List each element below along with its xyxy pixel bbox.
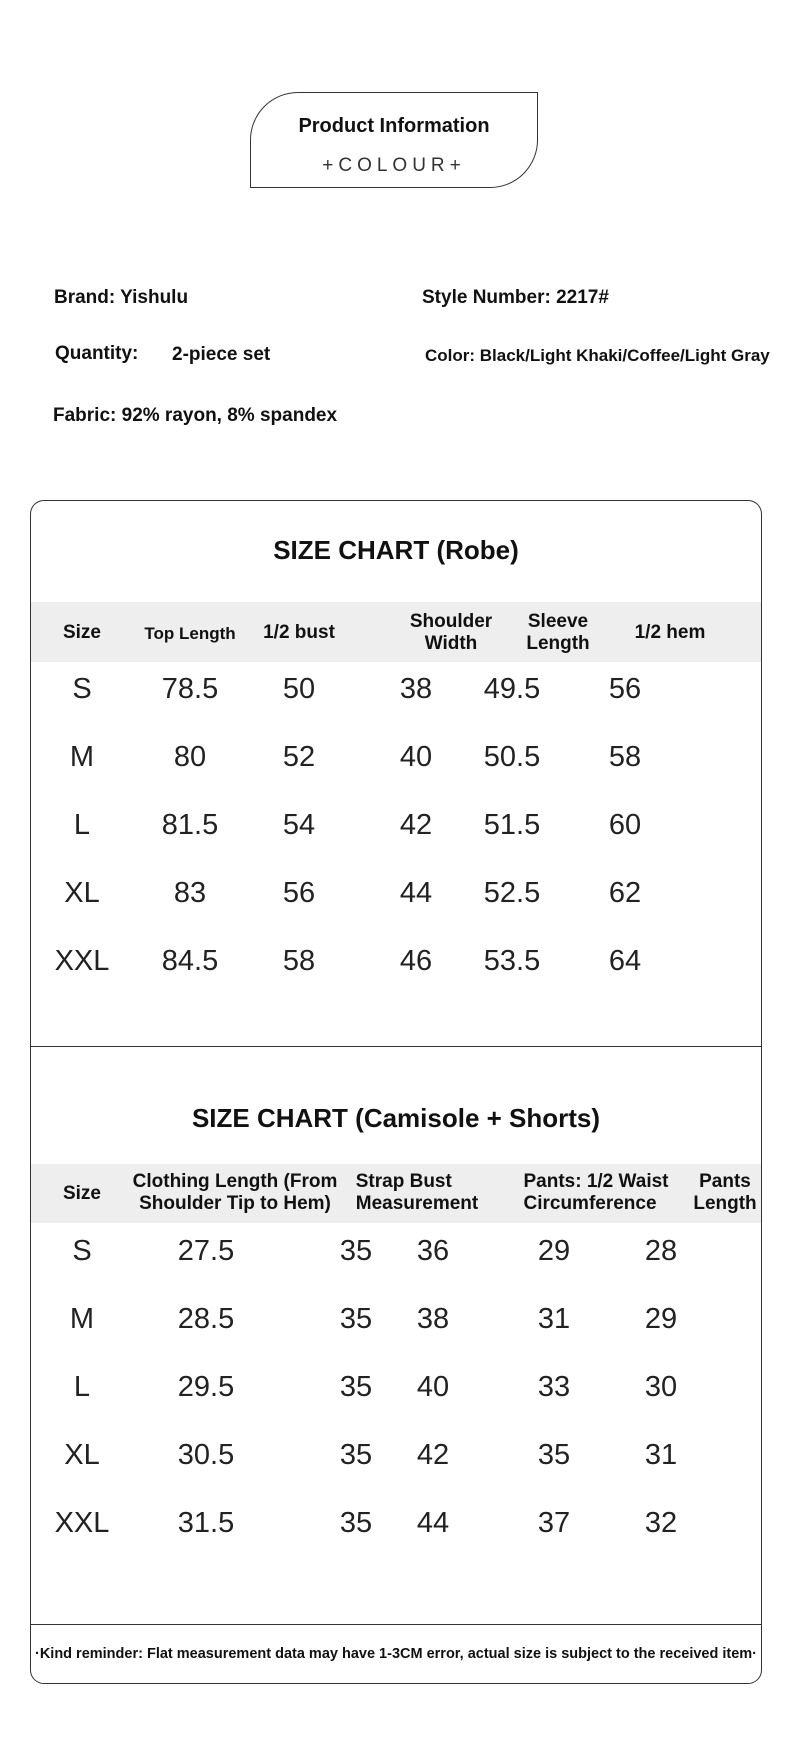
set-header-size: Size — [62, 1183, 102, 1204]
robe-header-size: Size — [62, 622, 102, 643]
robe-header-half-bust: 1/2 bust — [263, 622, 335, 643]
set-table-cell: 28.5 — [177, 1303, 235, 1335]
set-table-cell: 31 — [537, 1303, 571, 1335]
color-text: Color: Black/Light Khaki/Coffee/Light Gray — [425, 346, 770, 365]
robe-table-cell: 83 — [173, 877, 207, 909]
set-chart-title: SIZE CHART (Camisole + Shorts) — [191, 1103, 601, 1133]
set-table-cell: 32 — [644, 1507, 678, 1539]
set-table-cell: 29 — [644, 1303, 678, 1335]
quantity-label: Quantity: — [55, 343, 139, 364]
robe-table-cell: 80 — [173, 741, 207, 773]
fabric-text: Fabric: 92% rayon, 8% spandex — [53, 405, 338, 426]
set-table-cell: 30 — [644, 1371, 678, 1403]
robe-table-cell: 52 — [282, 741, 316, 773]
robe-table-header — [31, 602, 761, 662]
set-table-cell: 27.5 — [177, 1235, 235, 1267]
size-chart-frame — [30, 500, 762, 1684]
set-table-cell: 35 — [339, 1439, 373, 1471]
robe-table-cell: L — [73, 809, 91, 841]
robe-table-cell: 44 — [399, 877, 433, 909]
set-table-cell: 35 — [339, 1303, 373, 1335]
robe-table-cell: M — [69, 741, 95, 773]
robe-table-cell: 42 — [399, 809, 433, 841]
set-table-cell: 35 — [537, 1439, 571, 1471]
robe-table-cell: 54 — [282, 809, 316, 841]
robe-table-cell: S — [72, 673, 92, 705]
robe-table-cell: 52.5 — [483, 877, 541, 909]
robe-table-cell: 78.5 — [161, 673, 219, 705]
robe-header-shoulder-width: Shoulder Width — [409, 611, 493, 654]
robe-table-cell: 64 — [608, 945, 642, 977]
set-table-cell: 36 — [416, 1235, 450, 1267]
robe-table-cell: 84.5 — [161, 945, 219, 977]
set-header-pants-waist: Pants: 1/2 Waist Circumference — [523, 1171, 669, 1214]
robe-table-cell: 38 — [399, 673, 433, 705]
set-table-cell: 44 — [416, 1507, 450, 1539]
style-number-text: Style Number: 2217# — [422, 287, 609, 308]
set-table-cell: XL — [64, 1439, 100, 1471]
robe-table-cell: 51.5 — [483, 809, 541, 841]
header-title: Product Information — [298, 115, 490, 137]
robe-table-cell: 58 — [608, 741, 642, 773]
robe-table-cell: 46 — [399, 945, 433, 977]
set-table-cell: 28 — [644, 1235, 678, 1267]
robe-header-half-hem: 1/2 hem — [634, 622, 706, 643]
set-table-cell: 42 — [416, 1439, 450, 1471]
robe-table-cell: 50 — [282, 673, 316, 705]
robe-header-sleeve-length: Sleeve Length — [526, 611, 590, 654]
set-table-header — [31, 1164, 761, 1223]
robe-header-top-length: Top Length — [144, 624, 236, 643]
set-table-cell: M — [69, 1303, 95, 1335]
robe-table-cell: 58 — [282, 945, 316, 977]
set-table-cell: 40 — [416, 1371, 450, 1403]
robe-table-cell: 40 — [399, 741, 433, 773]
set-header-pants-length: Pants Length — [693, 1171, 757, 1214]
robe-table-cell: 56 — [282, 877, 316, 909]
header-subtitle: +COLOUR+ — [322, 155, 466, 176]
set-table-cell: L — [73, 1371, 91, 1403]
set-table-cell: 31 — [644, 1439, 678, 1471]
kind-reminder-text: ·Kind reminder: Flat measurement data may have 1-3CM error, actual size is subject to the received item· — [34, 1646, 758, 1662]
set-table-cell: 29 — [537, 1235, 571, 1267]
robe-table-cell: 62 — [608, 877, 642, 909]
robe-table-cell: 81.5 — [161, 809, 219, 841]
set-table-cell: 35 — [339, 1507, 373, 1539]
set-table-cell: 35 — [339, 1371, 373, 1403]
set-table-cell: 31.5 — [177, 1507, 235, 1539]
set-table-cell: 37 — [537, 1507, 571, 1539]
robe-table-cell: XXL — [54, 945, 110, 977]
robe-table-cell: 60 — [608, 809, 642, 841]
set-table-cell: S — [72, 1235, 92, 1267]
robe-table-cell: 49.5 — [483, 673, 541, 705]
set-header-clothing-length: Clothing Length (From Shoulder Tip to Hem) — [132, 1171, 338, 1214]
set-table-cell: 29.5 — [177, 1371, 235, 1403]
set-table-cell: 30.5 — [177, 1439, 235, 1471]
set-table-cell: XXL — [54, 1507, 110, 1539]
robe-table-cell: 53.5 — [483, 945, 541, 977]
product-info-header — [250, 92, 538, 188]
brand-text: Brand: Yishulu — [54, 287, 189, 308]
set-table-cell: 33 — [537, 1371, 571, 1403]
set-table-cell: 35 — [339, 1235, 373, 1267]
robe-table-cell: 56 — [608, 673, 642, 705]
robe-table-cell: 50.5 — [483, 741, 541, 773]
quantity-value: 2-piece set — [172, 344, 271, 365]
set-table-cell: 38 — [416, 1303, 450, 1335]
robe-chart-title: SIZE CHART (Robe) — [273, 535, 519, 565]
robe-table-cell: XL — [64, 877, 100, 909]
reminder-divider — [31, 1624, 761, 1625]
set-header-strap-bust: Strap Bust Measurement — [355, 1171, 479, 1214]
chart-divider — [31, 1046, 761, 1047]
